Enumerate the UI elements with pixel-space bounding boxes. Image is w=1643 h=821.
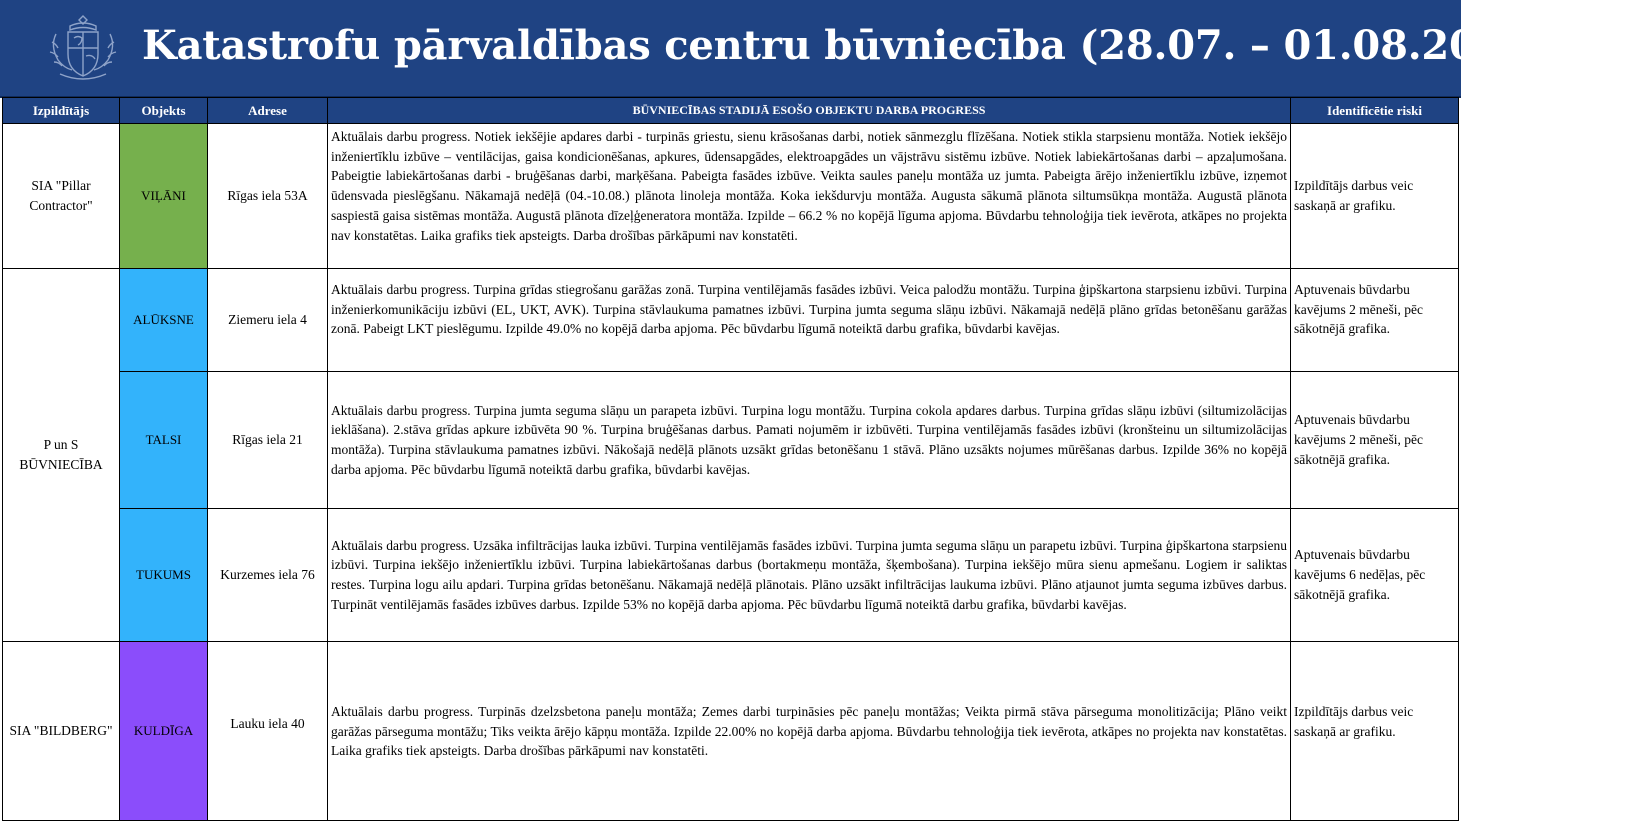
header-banner bbox=[0, 0, 1643, 98]
column-header-risks: Identificētie riski bbox=[1290, 97, 1459, 124]
risks-cell: Izpildītājs darbus veic saskaņā ar grafiku. bbox=[1290, 641, 1459, 821]
column-header-executor: Izpildītājs bbox=[2, 97, 120, 124]
address-cell: Kurzemes iela 76 bbox=[207, 508, 328, 642]
column-header-address: Adrese bbox=[207, 97, 328, 124]
address-cell: Ziemeru iela 4 bbox=[207, 268, 328, 372]
latvia-coat-of-arms-icon bbox=[44, 12, 122, 86]
address-cell: Rīgas iela 21 bbox=[207, 371, 328, 509]
risks-cell: Aptuvenais būvdarbu kavējums 6 nedēļas, pēc sākotnējā grafika. bbox=[1290, 508, 1459, 642]
table-header bbox=[0, 97, 1461, 124]
object-cell: TUKUMS bbox=[119, 508, 208, 642]
progress-cell: Aktuālais darbu progress. Notiek iekšējie apdares darbi - turpinās griestu, sienu krāsošanas darbi, notiek sānmezglu flīzēšana. Notiek stikla starpsienu montāža. Notiek iekšējo inženiertīklu izbūve – ventilācijas, gaisa kondicionēšanas, apkures, ūdensapgādes, elektroapgādes un vājstrāvu sistēmu izbūve. Notiek labiekārtošanas darbi – apzaļumošana. Pabeigtie labiekārtošanas darbi - bruģēšanas darbi, marķēšana. Pabeigta fasādes izbūve. Veikta saules paneļu montāža uz jumta. Pabeigta ārējo inženiertīklu izbūve, izņemot ūdensvada pieslēgšanu. Nākamajā nedēļā (04.-10.08.) plānota linoleja montāža. Koka iekšdurvju montāža. Augusta sākumā plānota siltumsūkņa montāža. Augustā plānota saspiestā gaisa sistēmas montāža. Augustā plānota dīzeļģeneratora montāža. Izpilde – 66.2 % no kopējā līguma apjoma. Būvdarbu tehnoloģija tiek ievērota, atkāpes no projekta nav konstatētas. Laika grafiks tiek apsteigts. Darba drošības pārkāpumi nav konstatēti. bbox=[327, 123, 1291, 269]
risks-cell: Aptuvenais būvdarbu kavējums 2 mēneši, pēc sākotnējā grafika. bbox=[1290, 268, 1459, 372]
progress-cell bbox=[327, 371, 1291, 509]
progress-cell: Aktuālais darbu progress. Turpinās dzelzsbetona paneļu montāža; Zemes darbi turpināsies pēc paneļu montāžas; Veikta pirmā stāva pārseguma monolitizācija; Plāno veikt garāžas pārseguma montāžu; Tiks veikta ārējo kāpņu montāža. Izpilde 22.00% no kopējā darba apjoma. Būvdarbu tehnoloģija tiek ievērota, atkāpes no projekta nav konstatētas. Laika grafiks tiek apsteigts. Darba drošības pārkāpumi nav konstatēti. bbox=[327, 641, 1291, 821]
progress-cell bbox=[327, 508, 1291, 642]
object-cell: ALŪKSNE bbox=[119, 268, 208, 372]
address-cell: Rīgas iela 53A bbox=[207, 123, 328, 269]
object-cell: VIĻĀNI bbox=[119, 123, 208, 269]
executor-cell: SIA "Pillar Contractor" bbox=[2, 123, 120, 269]
page-title: Katastrofu pārvaldības centru būvniecība (28.07. – 01.08.2025.) (2) bbox=[142, 22, 1643, 69]
executor-cell: SIA "BILDBERG" bbox=[2, 641, 120, 821]
column-header-object: Objekts bbox=[119, 97, 208, 124]
risks-cell: Aptuvenais būvdarbu kavējums 2 mēneši, pēc sākotnējā grafika. bbox=[1290, 371, 1459, 509]
progress-text: Aktuālais darbu progress. Uzsāka infiltrācijas lauka izbūvi. Turpina ventilējamās fasādes izbūvi. Turpina jumta seguma slāņu un parapetu izbūvi. Turpina ģipškartona starpsienu izbūvi. Turpina iekšējo inženiertīklu izbūvi. Turpina labiekārtošanas darbus (bortakmeņu montāža, šķembošana). Turpina iekšējo mūra sienu apmešanu. Logiem ir saliktas restes. Turpina logu ailu apdari. Turpina grīdas betonēšanu. Nākamajā nedēļā plānotais. Plāno uzsākt infiltrācijas laukuma izbūvi. Plāno atjaunot jumta seguma izbūves darbus. Turpināt ventilējamās fasādes izbūves darbus. Izpilde 53% no kopējā darba apjoma. Pēc būvdarbu līgumā noteiktā darbu grafika, būvdarbi kavējas. bbox=[331, 537, 1287, 612]
progress-text: Aktuālais darbu progress. Turpina jumta seguma slāņu un parapeta izbūvi. Turpina logu montāžu. Turpina cokola apdares darbus. Turpina grīdas slāņu izbūvi (siltumizolācijas ieklāšana). 2.stāva grīdas apkure izbūvēta 90 %. Turpina bruģēšanas darbus. Pamati nojumēm ir izbūvēti. Turpina ventilējamās fasādes izbūvi (kronšteinu un siltumizolācijas montāža). Turpina stāvlaukuma pamatnes izbūvi. Nākošajā nedēļā plānots uzsākt grīdas betonēšanu 1 stāvā. Plāno uzsākts nojumes mūrēšanas darbus. Izpilde 36% no kopējā darba apjoma. Pēc būvdarbu līgumā noteiktā darbu grafika, būvdarbi kavējas. bbox=[331, 402, 1287, 477]
executor-cell: P un S BŪVNIECĪBA bbox=[2, 268, 120, 642]
object-cell: KULDĪGA bbox=[119, 641, 208, 821]
column-header-progress: BŪVNIECĪBAS STADIJĀ ESOŠO OBJEKTU DARBA PROGRESS bbox=[327, 97, 1291, 124]
address-cell: Lauku iela 40 bbox=[207, 641, 328, 821]
progress-cell: Aktuālais darbu progress. Turpina grīdas stiegrošanu garāžas zonā. Turpina ventilējamās fasādes izbūvi. Veica palodžu montāžu. Turpina ģipškartona starpsienu izbūvi. Turpina inženierkomunikāciju izbūvi (EL, UKT, AVK). Turpina stāvlaukuma pamatnes izbūvi. Turpina jumta seguma slāņu izbūvi. Nākamajā nedēļā plāno grīdas betonēšanu garāžas zonā. Pabeigt LKT pieslēgumu. Izpilde 49.0% no kopējā darba apjoma. Pēc būvdarbu līgumā noteiktā darbu grafika, būvdarbi kavējas. bbox=[327, 268, 1291, 372]
risks-cell: Izpildītājs darbus veic saskaņā ar grafiku. bbox=[1290, 123, 1459, 269]
object-cell: TALSI bbox=[119, 371, 208, 509]
